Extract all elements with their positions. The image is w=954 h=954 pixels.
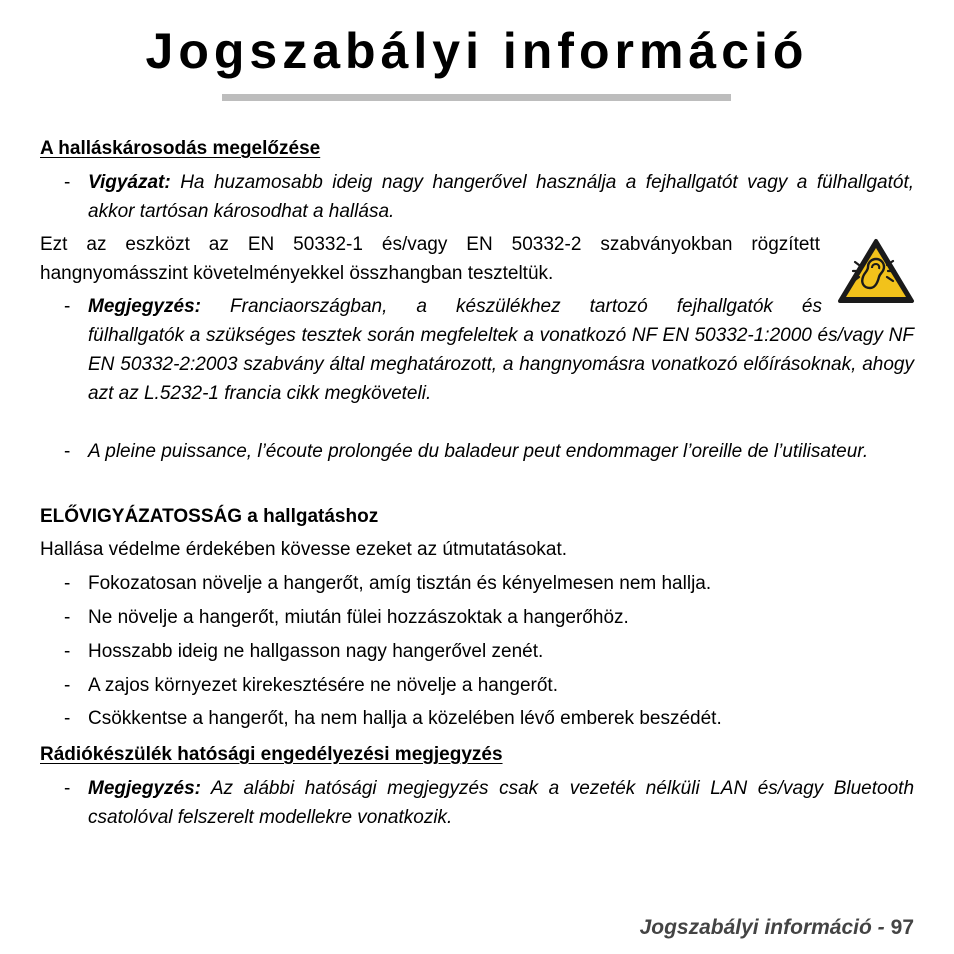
bullet-dash: - — [64, 172, 71, 193]
page-footer — [640, 916, 914, 940]
list-item: Hosszabb ideig ne hallgasson nagy hangerővel zenét. — [88, 641, 544, 662]
list-item: Csökkentse a hangerőt, ha nem hallja a közelében lévő emberek beszédét. — [88, 708, 722, 729]
section-heading-radio: Rádiókészülék hatósági engedélyezési megjegyzés — [40, 744, 503, 765]
section-heading-precautions — [40, 506, 378, 528]
bullet-dash: - — [64, 296, 71, 317]
hearing-warning-icon — [837, 238, 915, 304]
radio-note-item — [88, 774, 914, 832]
radio-note-text: Az alábbi hatósági megjegyzés csak a vezeték nélküli LAN és/vagy Bluetooth csatolóval felszerelt modellekre vonatkozik. — [88, 778, 915, 828]
footer-label: Jogszabályi információ - — [639, 916, 885, 939]
bullet-dash: - — [64, 675, 71, 696]
warning-text: Ha huzamosabb ideig nagy hangerővel használja a fejhallgatót vagy a fülhallgatót, akkor tartósan károsodhat a hallása. — [88, 172, 915, 222]
france-note-line1 — [88, 292, 822, 321]
list-item: Ne növelje a hangerőt, miután fülei hozzászoktak a hangerőhöz. — [88, 607, 629, 628]
warning-item — [88, 168, 914, 226]
note-label: Megjegyzés: — [88, 778, 201, 799]
france-note-rest: fülhallgatók a szükséges tesztek során megfeleltek a vonatkozó NF EN 50332-1:2000 és/vagy NF EN 50332-2:2003 szabvány által meghatározott, a hangnyomásra vonatkozó előírásoknak, ahogy azt az L.5232-1 francia cikk megköveteli. — [88, 325, 914, 404]
heading-rest-part: a hallgatáshoz — [242, 506, 379, 527]
bullet-dash: - — [64, 641, 71, 662]
bullet-dash: - — [64, 607, 71, 628]
bullet-dash: - — [64, 778, 71, 799]
page-title: Jogszabályi információ — [145, 23, 809, 79]
note-text-line1: Franciaországban, a készülékhez tartozó fejhallgatók és — [230, 296, 823, 317]
precautions-intro: Hallása védelme érdekében kövesse ezeket az útmutatásokat. — [40, 539, 568, 560]
section-heading-hearing: A halláskárosodás megelőzése — [40, 138, 321, 159]
warning-label: Vigyázat: — [88, 172, 171, 193]
list-item: Fokozatosan növelje a hangerőt, amíg tisztán és kényelmesen nem hallja. — [88, 573, 712, 594]
note-label: Megjegyzés: — [88, 296, 201, 317]
standards-paragraph: Ezt az eszközt az EN 50332-1 és/vagy EN 50332-2 szabványokban rögzített hangnyomásszint követelményekkel összhangban teszteltük. — [40, 234, 820, 284]
title-underline — [222, 94, 731, 101]
french-warning-item: A pleine puissance, l’écoute prolongée du baladeur peut endommager l’oreille de l’utilisateur. — [88, 441, 869, 462]
heading-bold-part: ELŐVIGYÁZATOSSÁG — [40, 506, 242, 527]
bullet-dash: - — [64, 441, 71, 462]
bullet-dash: - — [64, 708, 71, 729]
page-number: 97 — [890, 916, 914, 939]
bullet-dash: - — [64, 573, 71, 594]
list-item: A zajos környezet kirekesztésére ne növelje a hangerőt. — [88, 675, 558, 696]
